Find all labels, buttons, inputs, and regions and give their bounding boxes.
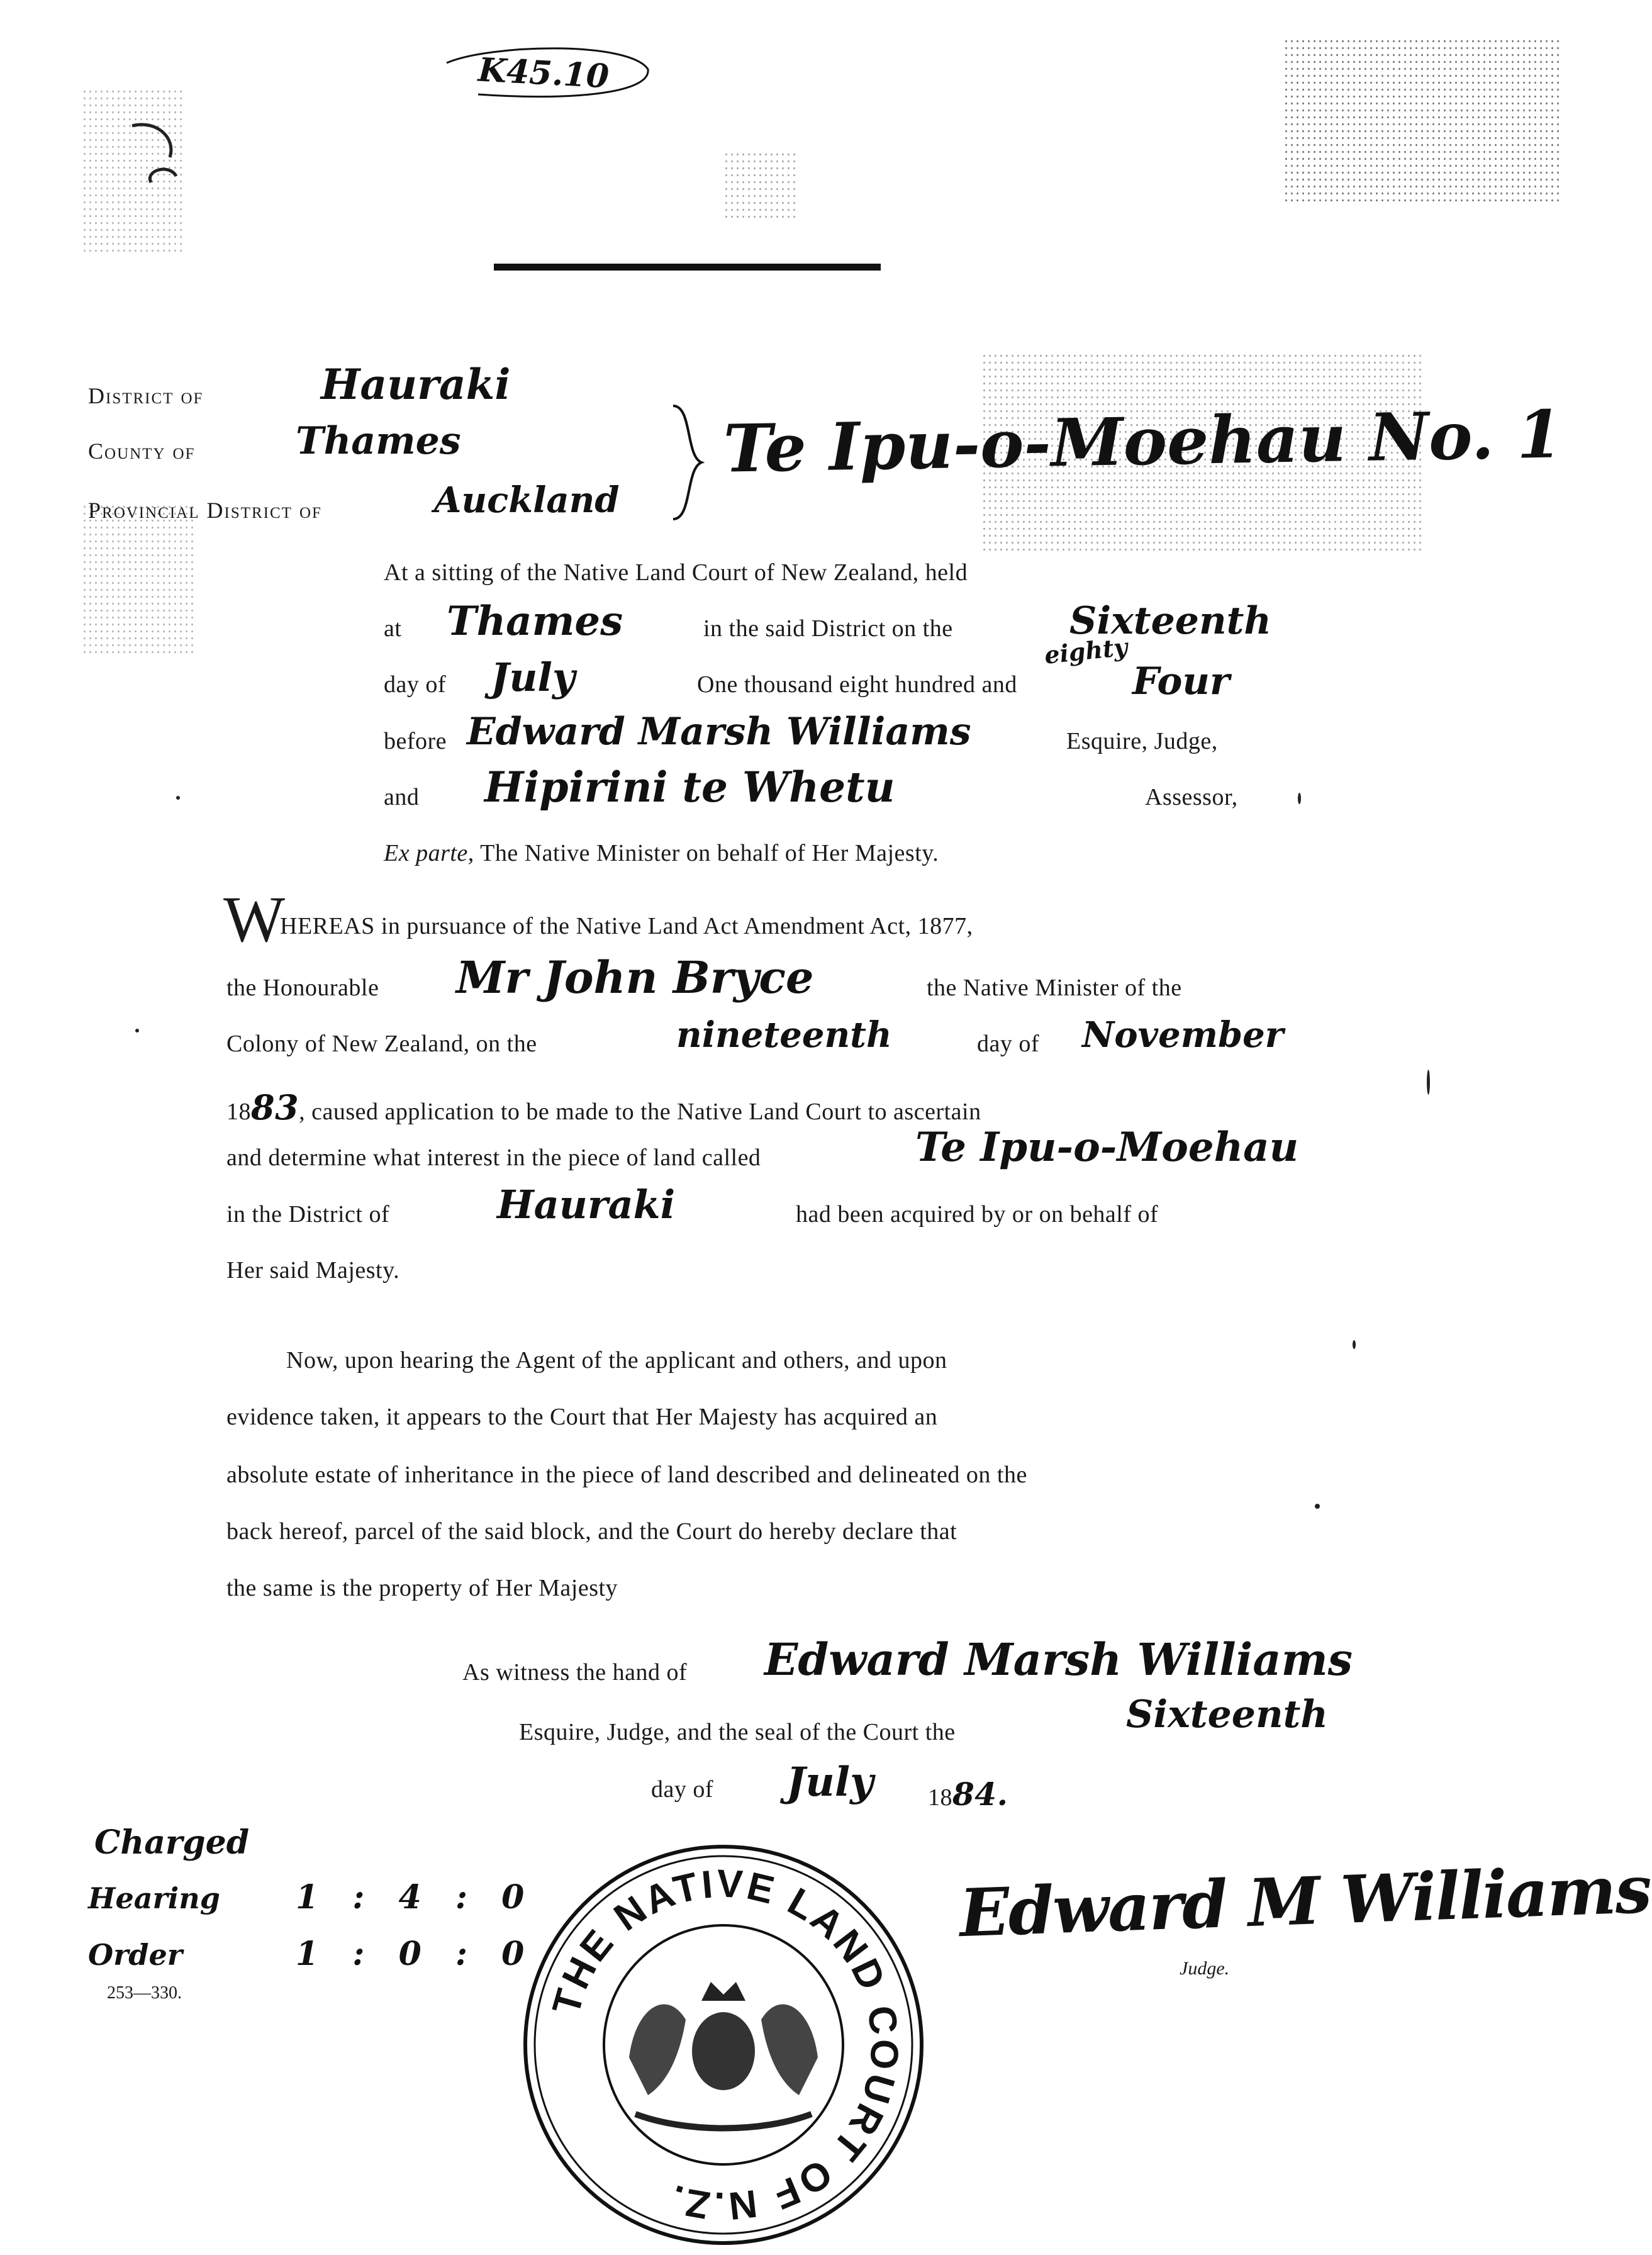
- body-line5: the same is the property of Her Majesty: [226, 1575, 618, 1601]
- and-label: and: [384, 784, 420, 810]
- sitting-place: Thames: [447, 598, 623, 645]
- fees-row1-value: 1 : 4 : 0: [296, 1878, 536, 1916]
- margin-scribble: [107, 107, 201, 208]
- court-seal: [516, 1837, 931, 2228]
- witness-day: Sixteenth: [1126, 1693, 1328, 1737]
- county-label: County of: [88, 439, 196, 464]
- body-line3: absolute estate of inheritance in the piece of land described and delineated on the: [226, 1462, 1027, 1488]
- scan-speck: [1298, 793, 1301, 804]
- sitting-line1: At a sitting of the Native Land Court of New Zealand, held: [384, 559, 968, 586]
- witness-line1: As witness the hand of: [462, 1659, 688, 1686]
- scan-noise: [723, 151, 799, 220]
- whereas-line6-b: had been acquired by or on behalf of: [796, 1201, 1159, 1228]
- whereas-line2-a: the Honourable: [226, 975, 379, 1001]
- fees-title: Charged: [94, 1823, 250, 1862]
- scan-speck: [1315, 1504, 1320, 1509]
- whereas-line4: , caused application to be made to the Native Land Court to ascertain: [299, 1099, 981, 1125]
- minister-name: Mr John Bryce: [456, 951, 814, 1004]
- whereas-line5-a: and determine what interest in the piece of land called: [226, 1144, 761, 1171]
- whereas-line2-b: the Native Minister of the: [927, 975, 1182, 1001]
- county-value: Thames: [296, 419, 461, 463]
- witness-line3: day of: [651, 1776, 714, 1803]
- scan-speck: [1427, 1070, 1430, 1095]
- scan-speck: [1353, 1340, 1356, 1349]
- reference-mark: K45.10: [477, 50, 610, 96]
- at-label: at: [384, 615, 402, 642]
- svg-text:THE NATIVE LAND COURT OF N.Z.: [544, 1862, 907, 2228]
- witness-year-suffix: 84.: [952, 1776, 1008, 1813]
- ex-parte-label: Ex parte,: [384, 840, 474, 866]
- whereas-line6-a: in the District of: [226, 1201, 390, 1228]
- drop-cap: W: [223, 883, 286, 956]
- judge-title: Esquire, Judge,: [1066, 728, 1218, 754]
- witness-year-prefix: 18: [928, 1784, 952, 1811]
- sitting-line2-mid: in the said District on the: [703, 615, 953, 642]
- reference-loop: [440, 38, 654, 107]
- sitting-day: Sixteenth: [1069, 599, 1271, 643]
- date-ordinal: nineteenth: [676, 1014, 892, 1056]
- district-label: District of: [88, 383, 204, 408]
- scan-noise: [1283, 38, 1560, 201]
- witness-judge-name: Edward Marsh Williams: [764, 1633, 1353, 1686]
- year-words-top: eighty: [1043, 632, 1129, 669]
- signature-caption: Judge.: [1180, 1958, 1230, 1979]
- whereas-line3-a: Colony of New Zealand, on the: [226, 1031, 537, 1057]
- before-label: before: [384, 728, 447, 754]
- fees-row2-value: 1 : 0 : 0: [296, 1935, 536, 1973]
- seal-ring-text: THE NATIVE LAND COURT OF N.Z.: [544, 1862, 907, 2228]
- fees-row1-label: Hearing: [88, 1881, 220, 1915]
- assessor-title: Assessor,: [1145, 784, 1238, 810]
- judge-signature: Edward M Williams: [958, 1850, 1652, 1952]
- fees-row2-label: Order: [88, 1938, 182, 1972]
- body-line2: evidence taken, it appears to the Court that Her Majesty has acquired an: [226, 1404, 938, 1430]
- ex-parte-text: The Native Minister on behalf of Her Majesty.: [480, 840, 939, 866]
- header-rule: [494, 264, 881, 271]
- body-line1: Now, upon hearing the Agent of the applicant and others, and upon: [286, 1347, 947, 1374]
- district-hand: Hauraki: [497, 1182, 676, 1228]
- whereas-year-suffix: 83: [251, 1087, 299, 1128]
- scan-speck: [135, 1029, 139, 1032]
- header-brace: [667, 400, 717, 525]
- land-name: Te Ipu-o-Moehau: [915, 1124, 1299, 1171]
- district-value: Hauraki: [321, 360, 511, 409]
- scan-noise: [82, 503, 195, 654]
- year-phrase: One thousand eight hundred and: [697, 671, 1017, 698]
- provincial-label: Provincial District of: [88, 498, 322, 523]
- sitting-month: July: [491, 654, 575, 700]
- form-number: 253—330.: [107, 1983, 182, 2003]
- whereas-line3-b: day of: [977, 1031, 1040, 1057]
- whereas-line7: Her said Majesty.: [226, 1257, 400, 1284]
- whereas-year-prefix: 18: [226, 1099, 251, 1125]
- judge-name: Edward Marsh Williams: [467, 710, 971, 754]
- day-of-label: day of: [384, 671, 447, 698]
- scan-speck: [176, 796, 180, 800]
- witness-line2: Esquire, Judge, and the seal of the Court the: [519, 1719, 956, 1745]
- witness-month: July: [786, 1759, 874, 1806]
- body-line4: back hereof, parcel of the said block, and the Court do hereby declare that: [226, 1518, 957, 1545]
- date-month: November: [1082, 1014, 1284, 1056]
- year-words: Four: [1132, 659, 1230, 703]
- block-name: Te Ipu-o-Moehau No. 1: [723, 395, 1563, 488]
- provincial-value: Auckland: [434, 479, 620, 521]
- whereas-line1: HEREAS in pursuance of the Native Land Act Amendment Act, 1877,: [280, 913, 973, 939]
- assessor-name: Hipirini te Whetu: [484, 763, 895, 812]
